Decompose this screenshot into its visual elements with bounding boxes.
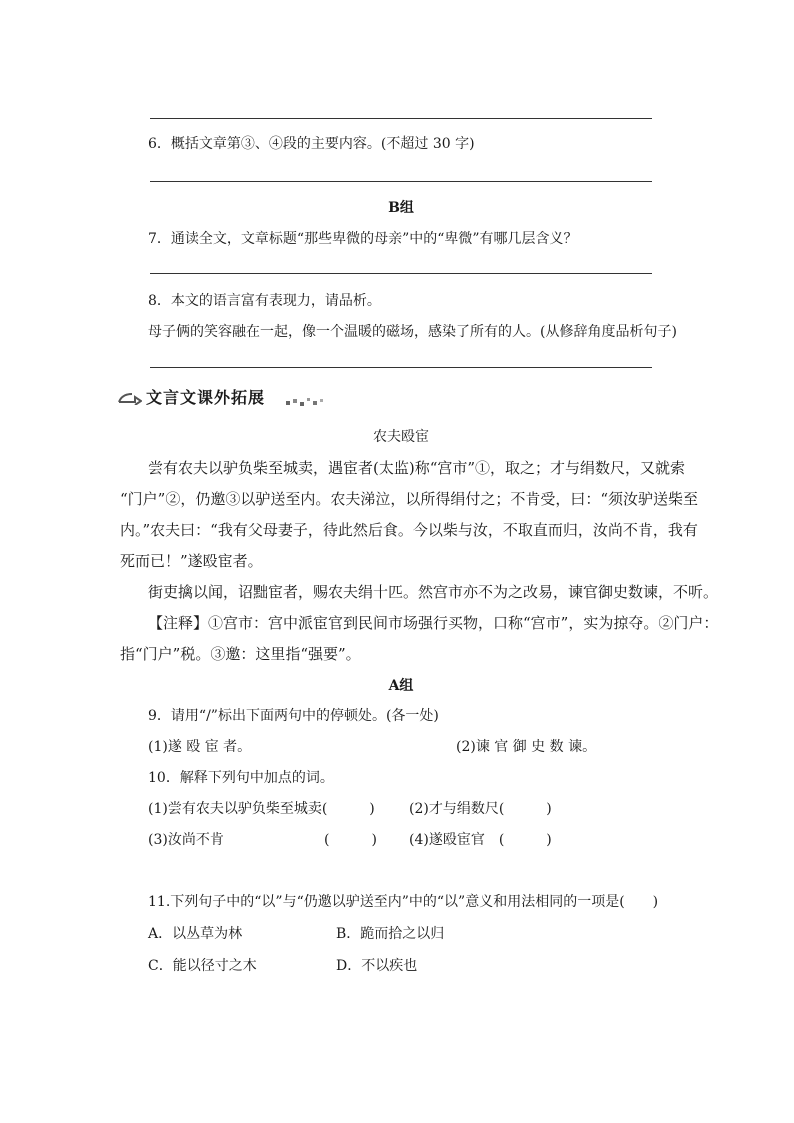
notes-line-2: 指“门户”税。③邀：这里指“强要”。 bbox=[120, 645, 361, 663]
option-c: C．能以径寸之木 bbox=[148, 958, 257, 974]
question-9-2: (2)谏 官 御 史 数 谏。 bbox=[456, 739, 597, 755]
question-7: 7．通读全文，文章标题“那些卑微的母亲”中的“卑微”有哪几层含义？ bbox=[148, 231, 578, 247]
question-10-2: (2)才与绢数尺( ) bbox=[409, 801, 552, 817]
question-9-1: (1)遂 殴 宦 者。 bbox=[148, 739, 252, 755]
question-9: 9．请用“/”标出下面两句中的停顿处。(各一处) bbox=[148, 708, 439, 724]
group-b-heading: B组 bbox=[388, 200, 414, 216]
passage-title: 农夫殴宦 bbox=[373, 429, 429, 445]
notes-line-1 bbox=[148, 612, 718, 634]
passage-line-3: 内。”农夫曰：“我有父母妻子，待此然后食。今以柴与汝，不取直而归，汝尚不肯，我有 bbox=[120, 521, 698, 539]
passage-line-5: 街吏擒以闻，诏黜宦者，赐农夫绢十匹。然宫市亦不为之改易，谏官御史数谏，不听。 bbox=[148, 583, 719, 601]
answer-line-4 bbox=[150, 367, 652, 368]
passage-line-1: 尝有农夫以驴负柴至城卖，遇宦者(太监)称“宫市”①，取之；才与绢数尺，又就索 bbox=[148, 459, 686, 477]
question-8-sentence: 母子俩的笑容融在一起，像一个温暖的磁场，感染了所有的人。(从修辞角度品析句子) bbox=[148, 324, 677, 340]
arrow-icon bbox=[118, 389, 142, 405]
decorative-dots-icon bbox=[286, 397, 326, 407]
answer-line-2 bbox=[150, 181, 652, 182]
answer-line-1 bbox=[150, 118, 652, 119]
answer-line-3 bbox=[150, 273, 652, 274]
question-10-4: (4)遂殴宦官 ( ) bbox=[409, 832, 552, 848]
section-title: 文言文课外拓展 bbox=[146, 388, 266, 407]
question-10: 10．解释下列句中加点的词。 bbox=[148, 770, 334, 786]
option-d: D．不以疾也 bbox=[336, 958, 418, 974]
passage-line-2: “门户”②，仍邀③以驴送至内。农夫涕泣，以所得绢付之；不肯受，曰：“须汝驴送柴至 bbox=[120, 490, 699, 508]
option-a: A．以丛草为林 bbox=[148, 926, 243, 942]
group-a-heading: A组 bbox=[388, 678, 414, 694]
passage-line-4: 死而已！”遂殴宦者。 bbox=[120, 552, 263, 570]
question-10-3-blank: ( ) bbox=[324, 832, 377, 848]
question-6: 6．概括文章第③、④段的主要内容。(不超过 30 字) bbox=[148, 136, 475, 152]
notes-label: 【注释】 bbox=[148, 614, 209, 632]
question-11: 11.下列句子中的“以”与“仍邀以驴送至内”中的“以”意义和用法相同的一项是( ) bbox=[148, 894, 659, 910]
question-10-1: (1)尝有农夫以驴负柴至城卖( ) bbox=[148, 801, 375, 817]
notes-text-1: ①宫市：宫中派宦官到民间市场强行买物，口称“宫市”，实为掠夺。②门户： bbox=[208, 614, 719, 632]
option-b: B．跪而拾之以归 bbox=[336, 926, 445, 942]
question-8: 8．本文的语言富有表现力，请品析。 bbox=[148, 293, 381, 309]
question-10-3: (3)汝尚不肯 bbox=[148, 832, 224, 848]
